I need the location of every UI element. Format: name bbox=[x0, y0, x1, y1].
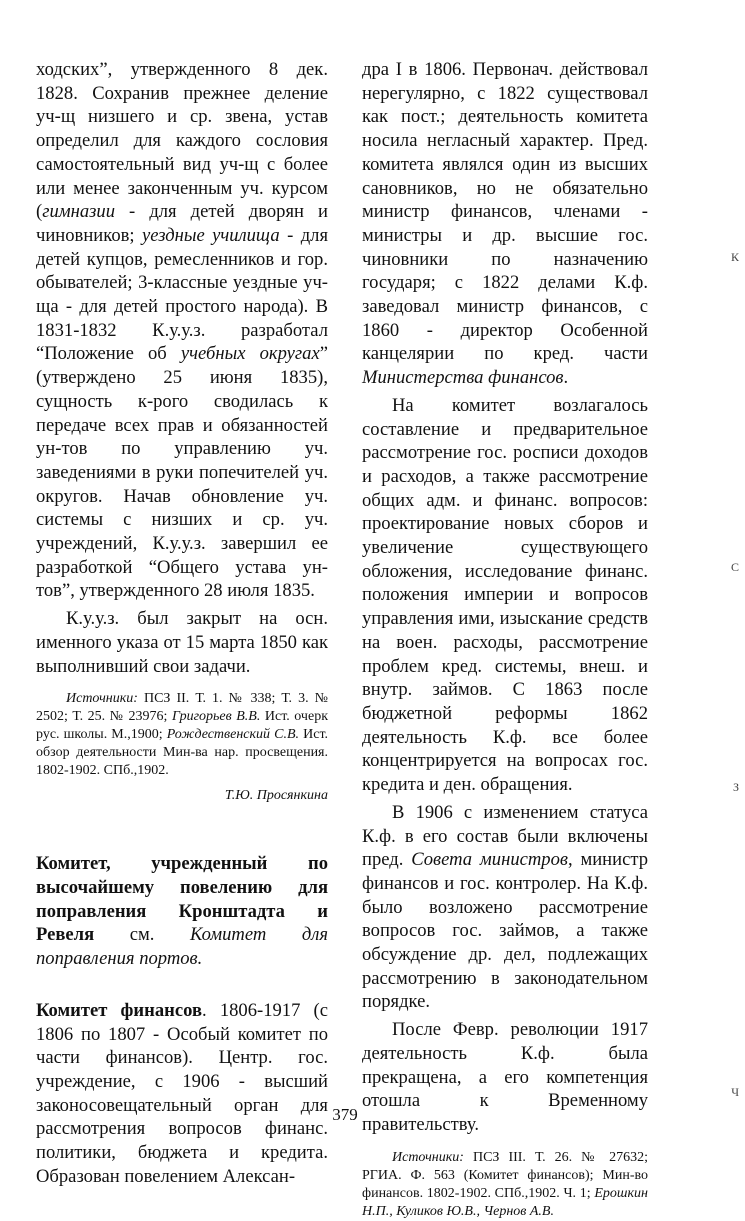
text-segment: ПСЗ II. Т. 1. № 338; Т. 3. № 2502; Т. 25. № 23976; bbox=[36, 691, 328, 725]
cross-reference: Комитет для поправления портов. bbox=[36, 924, 328, 970]
margin-mark: К bbox=[730, 250, 739, 264]
text-segment: - для детей дворян и чиновников; bbox=[36, 201, 328, 246]
right-paragraph-2: На комитет возлагалось составление и предварительное рассмотрение гос. росписи доходов и расходов, а также рассмотрение общих адм. и финанс. вопросов: проектирование новых сборов и увеличение существующего обложения, исследование финанс. положения империи и вопросов управления ими, изыскание средств на воен. расходы, рассмотрение проблем кред. системы, внеш. и внутр. займов. С 1863 после бюджетной реформы 1862 деятельность К.ф. все более концентрируется на вопросах гос. кредита и ден. обращения. bbox=[362, 394, 648, 796]
text-segment: Ист. очерк рус. школы. М.,1900; bbox=[36, 709, 328, 743]
left-sources bbox=[36, 690, 328, 780]
text-segment: - для детей купцов, ремесленников и гор. обывателей; 3-классные уездные уч-ща - для детей простого народа). В 1831-1832 К.у.у.з. разработал “Положение об bbox=[36, 224, 329, 365]
right-paragraph-3 bbox=[362, 801, 648, 1014]
text-segment: , министр финансов и гос. контролер. На К.ф. было возложено рассмотрение вопросов гос. займов, а также обсуждение др. дел, подлежащих рассмотрению в законодательном порядке. bbox=[362, 849, 648, 1013]
left-paragraph-1 bbox=[36, 58, 328, 603]
entry-title: Комитет, учрежденный по высочайшему повелению для поправления Кронштадта и Ревеля bbox=[36, 853, 328, 946]
text-segment: ходских”, утвержденного 8 дек. 1828. Сохранив прежнее деление уч-щ низшего и ср. звена, устав определил для каждого сословия самостоятельный вид уч-щ с более или менее законченным уч. курсом ( bbox=[36, 59, 328, 223]
text-italic: Совета министров bbox=[411, 849, 568, 871]
text-segment: см. bbox=[94, 924, 190, 946]
text-italic: уездные училища bbox=[141, 224, 280, 246]
text-segment: Ист. обзор деятельности Мин-ва нар. просвещения. 1802-1902. СПб.,1902. bbox=[36, 727, 329, 779]
entry-kronshtadt bbox=[36, 852, 328, 971]
entry-title: Комитет финансов bbox=[36, 999, 202, 1021]
text-segment: дра I в 1806. Первонач. действовал нерегулярно, с 1822 существовал как пост.; деятельность комитета носила негласный характер. Пред. комитета являлся один из высших сановников, но не обязательно министр финансов, членами - министры и др. высшие гос. чиновники по назначению государя; с 1822 делами К.ф. заведовал министр финансов, с 1860 - директор Особенной канцелярии по кред. части bbox=[362, 59, 648, 365]
text-segment: В 1906 с изменением статуса К.ф. в его состав были включены пред. bbox=[362, 801, 648, 871]
margin-mark: Ч bbox=[731, 1085, 739, 1099]
text-italic: гимназии bbox=[42, 201, 115, 223]
text-segment: ПСЗ III. Т. 26. № 27632; РГИА. Ф. 563 (Комитет финансов); Мин-во финансов. 1802-1902. СПб.,1902. Ч. 1; bbox=[362, 1149, 648, 1201]
sources-label: Источники: bbox=[66, 691, 138, 707]
left-paragraph-2: К.у.у.з. был закрыт на осн. именного указа от 15 марта 1850 как выполнивший свои задачи. bbox=[36, 608, 328, 677]
text-segment: . bbox=[563, 367, 569, 389]
text-italic: учебных округах bbox=[180, 343, 320, 365]
entry-komitet-finansov bbox=[36, 999, 328, 1189]
margin-mark: З bbox=[732, 780, 739, 794]
margin-mark: С bbox=[730, 560, 739, 574]
author-signature: Т.Ю. Просянкина bbox=[224, 788, 328, 804]
text-italic: Министерства финансов bbox=[362, 367, 564, 389]
right-sources bbox=[362, 1149, 648, 1221]
right-paragraph-1 bbox=[362, 58, 648, 390]
text-segment: . 1806-1917 (с 1806 по 1807 - Особый комитет по части финансов). Центр. гос. учреждение, с 1906 - высший законосовещательный орган для рассмотрения вопросов финанс. политики, бюджета и кредита. Образован повелением Алексан- bbox=[36, 999, 328, 1187]
page-number: 379 bbox=[332, 1105, 358, 1124]
right-column bbox=[362, 58, 648, 1221]
left-column bbox=[36, 58, 328, 1188]
text-segment: ” (утверждено 25 июня 1835), сущность к-рого сводилась к передаче всех прав и обязанностей ун-тов по управлению уч. заведениями в руки попечителей уч. округов. Начав обновление уч. системы с низших и ср. уч. учреждений, К.у.у.з. завершил ее разработкой “Общего устава ун-тов”, утвержденного 28 июля 1835. bbox=[36, 343, 328, 602]
text-italic: Рождественский С.В. bbox=[166, 727, 300, 743]
text-italic: Григорьев В.В. bbox=[172, 709, 261, 725]
text-italic: Ерошкин Н.П., Куликов Ю.В., Чернов А.В. bbox=[362, 1185, 648, 1219]
sources-label: Источники: bbox=[392, 1149, 464, 1165]
right-paragraph-4: После Февр. революции 1917 деятельность К.ф. была прекращена, а его компетенция отошла к Временному правительству. bbox=[362, 1019, 648, 1135]
